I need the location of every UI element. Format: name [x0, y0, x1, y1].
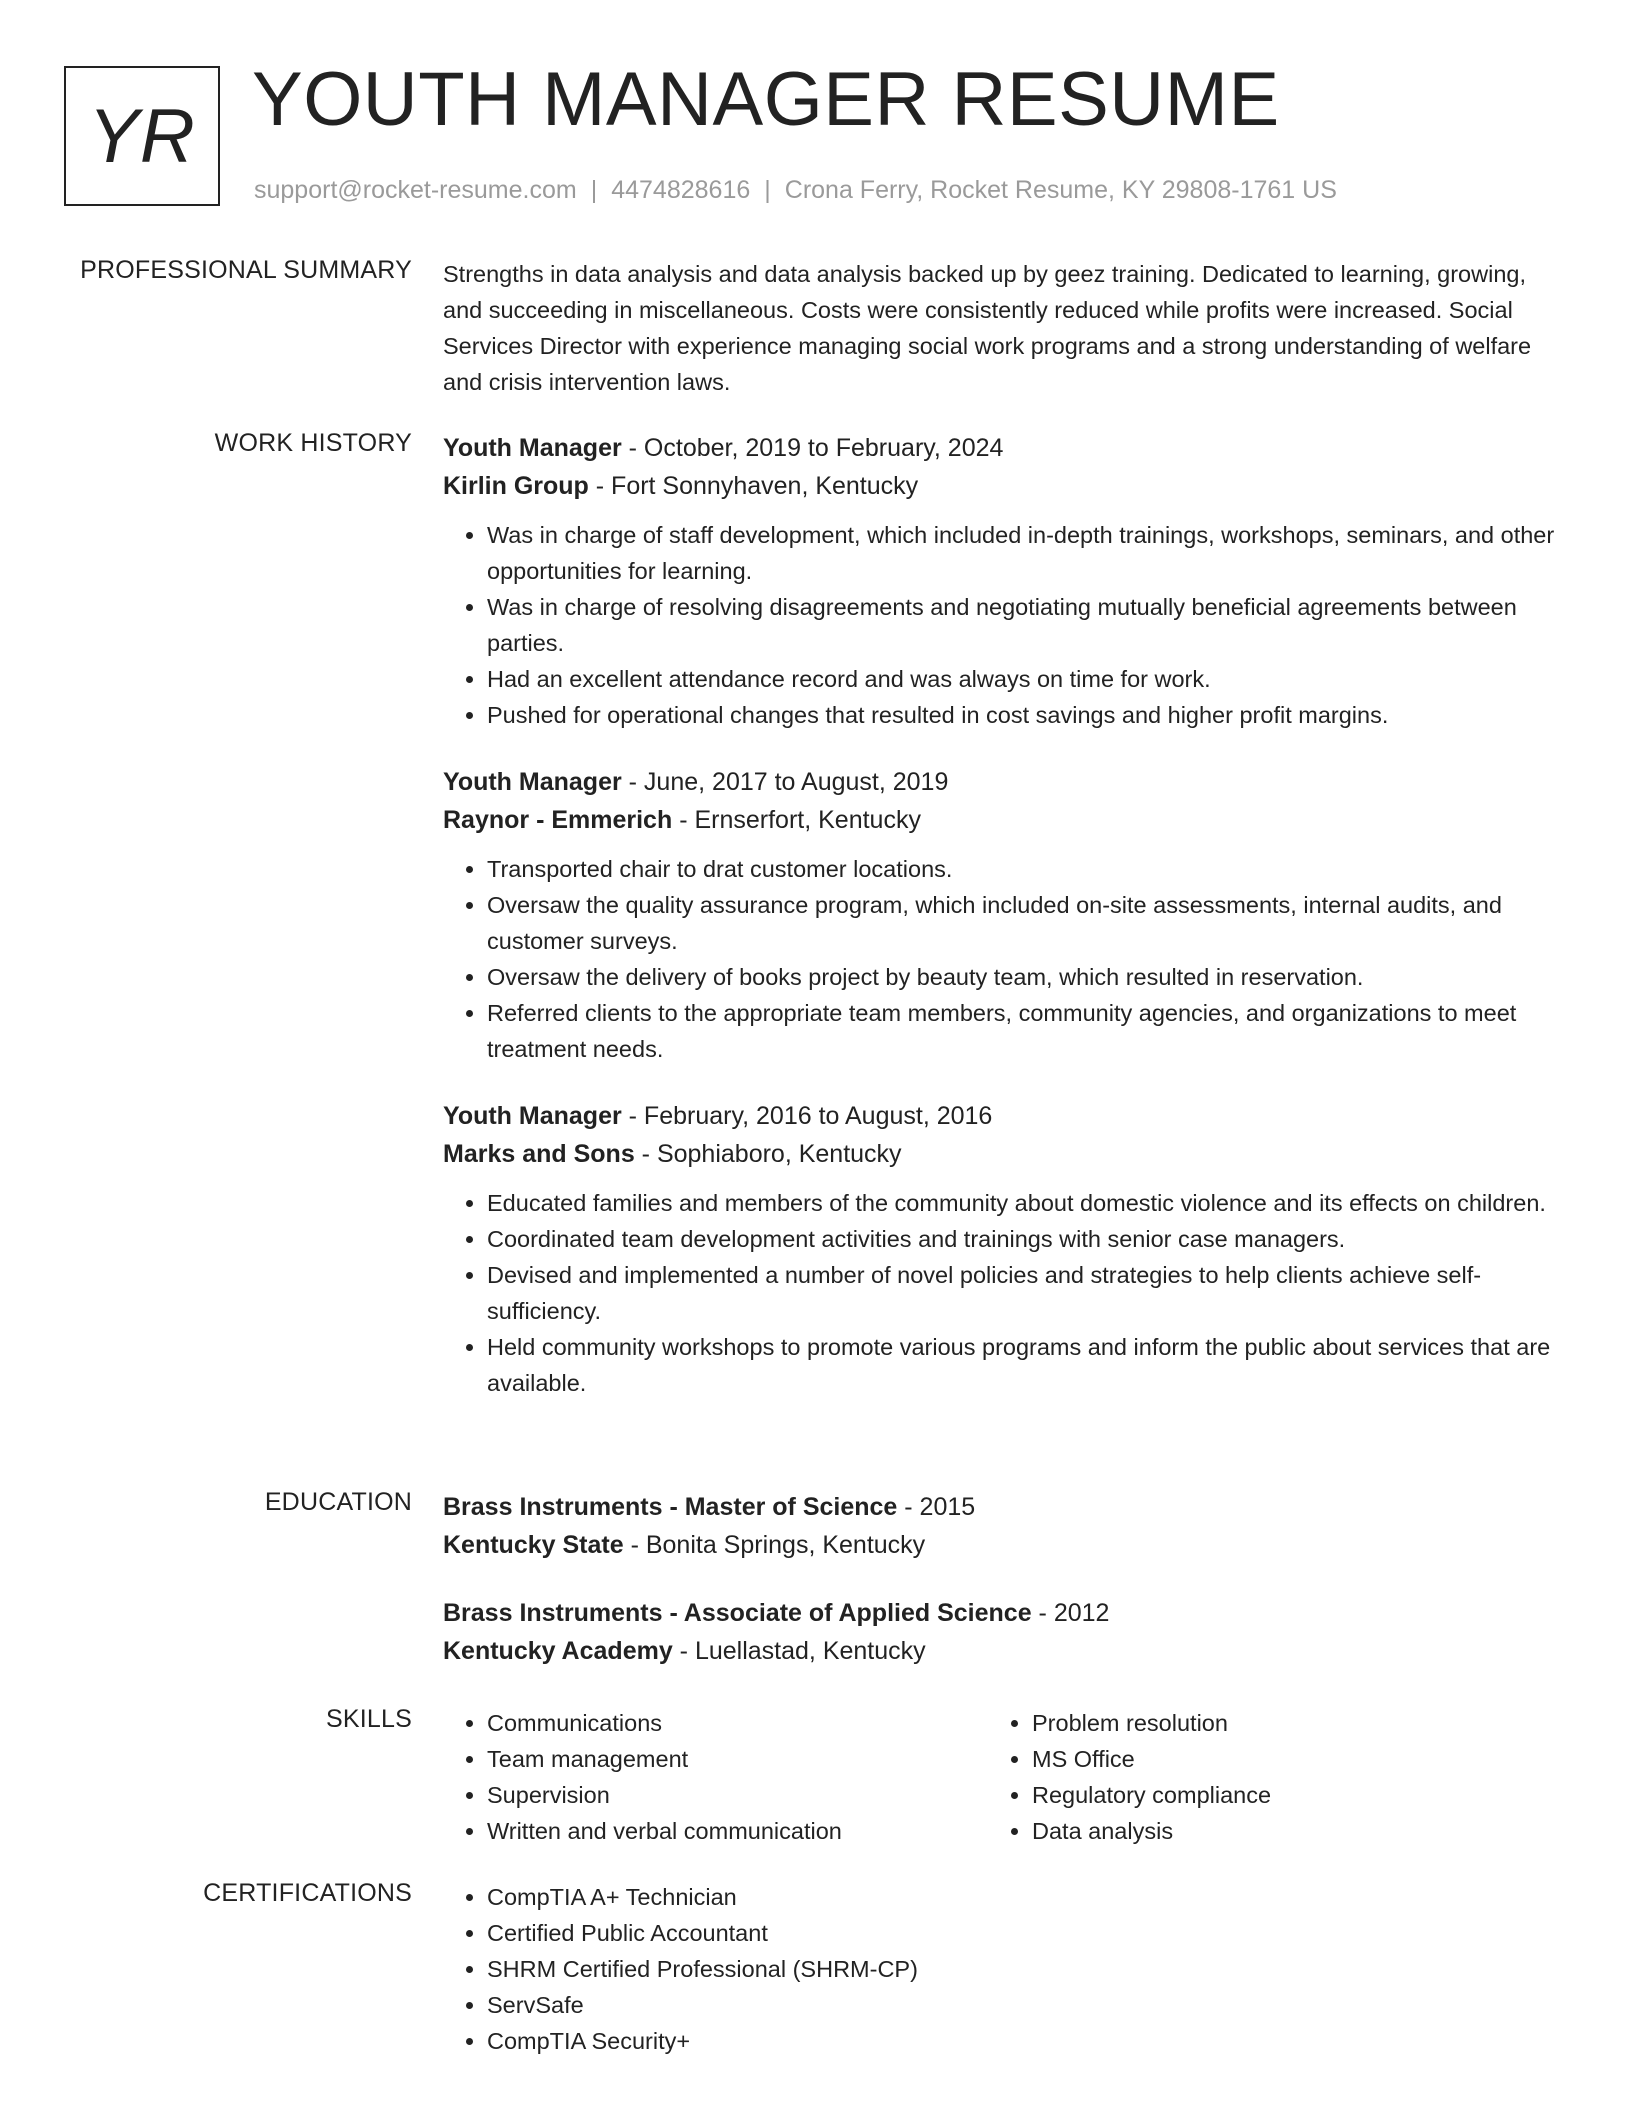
list-item: • Problem resolution: [1032, 1705, 1533, 1741]
education-list: [443, 1488, 1563, 1700]
list-item: • Pushed for operational changes that resulted in cost savings and higher profit margins.: [487, 697, 1563, 733]
monogram-text: YR: [88, 93, 196, 179]
list-item: • Educated families and members of the community about domestic violence and its effects on children.: [487, 1185, 1563, 1221]
job-dates: - June, 2017 to August, 2019: [621, 768, 949, 796]
degree: Brass Instruments - Associate of Applied Science: [443, 1599, 1032, 1627]
contact-phone: 4474828616: [611, 176, 751, 204]
job-title: Youth Manager: [443, 1102, 622, 1130]
list-item: • Oversaw the delivery of books project by beauty team, which resulted in reservation.: [487, 959, 1563, 995]
job-title-line: [443, 429, 1563, 467]
page-title: YOUTH MANAGER RESUME: [252, 57, 1280, 142]
list-item: • Was in charge of staff development, which included in-depth trainings, workshops, seminars, and other opportunities for learning.: [487, 517, 1563, 589]
list-item: • Regulatory compliance: [1032, 1777, 1533, 1813]
list-item: • Team management: [487, 1741, 988, 1777]
school-location: - Luellastad, Kentucky: [672, 1637, 926, 1665]
job-location: - Fort Sonnyhaven, Kentucky: [588, 472, 919, 500]
job-dates: - October, 2019 to February, 2024: [621, 434, 1004, 462]
job-title-line: [443, 763, 1563, 801]
list-item: • SHRM Certified Professional (SHRM-CP): [487, 1951, 1563, 1987]
skills-label: SKILLS: [326, 1705, 412, 1733]
summary-label: PROFESSIONAL SUMMARY: [80, 256, 412, 284]
list-item: • Devised and implemented a number of novel policies and strategies to help clients achieve self-sufficiency.: [487, 1257, 1563, 1329]
contact-email: support@rocket-resume.com: [254, 176, 577, 204]
degree-year: - 2012: [1031, 1599, 1110, 1627]
certifications-list: [443, 1879, 1563, 2059]
school-line: [443, 1526, 1563, 1564]
jobs-list: [443, 429, 1563, 1431]
contact-line: [254, 176, 1337, 205]
list-item: • Was in charge of resolving disagreements and negotiating mutually beneficial agreements between parties.: [487, 589, 1563, 661]
contact-address: Crona Ferry, Rocket Resume, KY 29808-1761 US: [784, 176, 1337, 204]
work-history-label: WORK HISTORY: [214, 429, 412, 457]
degree-line: [443, 1594, 1563, 1632]
list-item: • Oversaw the quality assurance program, which included on-site assessments, internal audits, and customer surveys.: [487, 887, 1563, 959]
job-company: Kirlin Group: [443, 472, 589, 500]
contact-separator: |: [590, 176, 598, 204]
job-title: Youth Manager: [443, 434, 622, 462]
job-company-line: [443, 801, 1563, 839]
job-company: Marks and Sons: [443, 1140, 635, 1168]
list-item: • Had an excellent attendance record and was always on time for work.: [487, 661, 1563, 697]
job-company-line: [443, 1135, 1563, 1173]
certifications-label: CERTIFICATIONS: [203, 1879, 412, 1907]
job-entry: [443, 763, 1563, 1067]
job-bullets: [443, 1185, 1563, 1401]
list-item: • Data analysis: [1032, 1813, 1533, 1849]
job-title: Youth Manager: [443, 768, 622, 796]
job-company: Raynor - Emmerich: [443, 806, 673, 834]
degree: Brass Instruments - Master of Science: [443, 1493, 898, 1521]
list-item: • CompTIA Security+: [487, 2023, 1563, 2059]
job-location: - Ernserfort, Kentucky: [672, 806, 921, 834]
education-label: EDUCATION: [264, 1488, 412, 1516]
list-item: • Coordinated team development activities and trainings with senior case managers.: [487, 1221, 1563, 1257]
education-entry: [443, 1488, 1563, 1564]
school: Kentucky State: [443, 1531, 624, 1559]
skills-grid: [443, 1705, 1563, 1849]
list-item: • CompTIA A+ Technician: [487, 1879, 1563, 1915]
school-line: [443, 1632, 1563, 1670]
list-item: • Written and verbal communication: [487, 1813, 988, 1849]
job-entry: [443, 1097, 1563, 1401]
school-location: - Bonita Springs, Kentucky: [623, 1531, 926, 1559]
skills-column-right: [988, 1705, 1533, 1849]
summary-text: Strengths in data analysis and data analysis backed up by geez training. Dedicated to learning, growing, and succeeding in miscellaneous. Costs were consistently reduced while profits were increased. Social Services Director with experience managing social work programs and a strong understanding of welfare and crisis intervention laws.: [443, 261, 1532, 395]
job-entry: [443, 429, 1563, 733]
job-bullets: [443, 517, 1563, 733]
degree-year: - 2015: [897, 1493, 976, 1521]
job-company-line: [443, 467, 1563, 505]
list-item: • Certified Public Accountant: [487, 1915, 1563, 1951]
job-dates: - February, 2016 to August, 2016: [621, 1102, 993, 1130]
skills-column-left: [443, 1705, 988, 1849]
job-location: - Sophiaboro, Kentucky: [634, 1140, 902, 1168]
list-item: • Transported chair to drat customer locations.: [487, 851, 1563, 887]
contact-separator: |: [764, 176, 771, 204]
list-item: • Communications: [487, 1705, 988, 1741]
school: Kentucky Academy: [443, 1637, 673, 1665]
job-title-line: [443, 1097, 1563, 1135]
job-bullets: [443, 851, 1563, 1067]
list-item: • Supervision: [487, 1777, 988, 1813]
list-item: • Held community workshops to promote various programs and inform the public about services that are available.: [487, 1329, 1563, 1401]
list-item: • ServSafe: [487, 1987, 1563, 2023]
list-item: • Referred clients to the appropriate team members, community agencies, and organizations to meet treatment needs.: [487, 995, 1563, 1067]
list-item: • MS Office: [1032, 1741, 1533, 1777]
monogram-logo: [64, 66, 220, 206]
education-entry: [443, 1594, 1563, 1670]
degree-line: [443, 1488, 1563, 1526]
